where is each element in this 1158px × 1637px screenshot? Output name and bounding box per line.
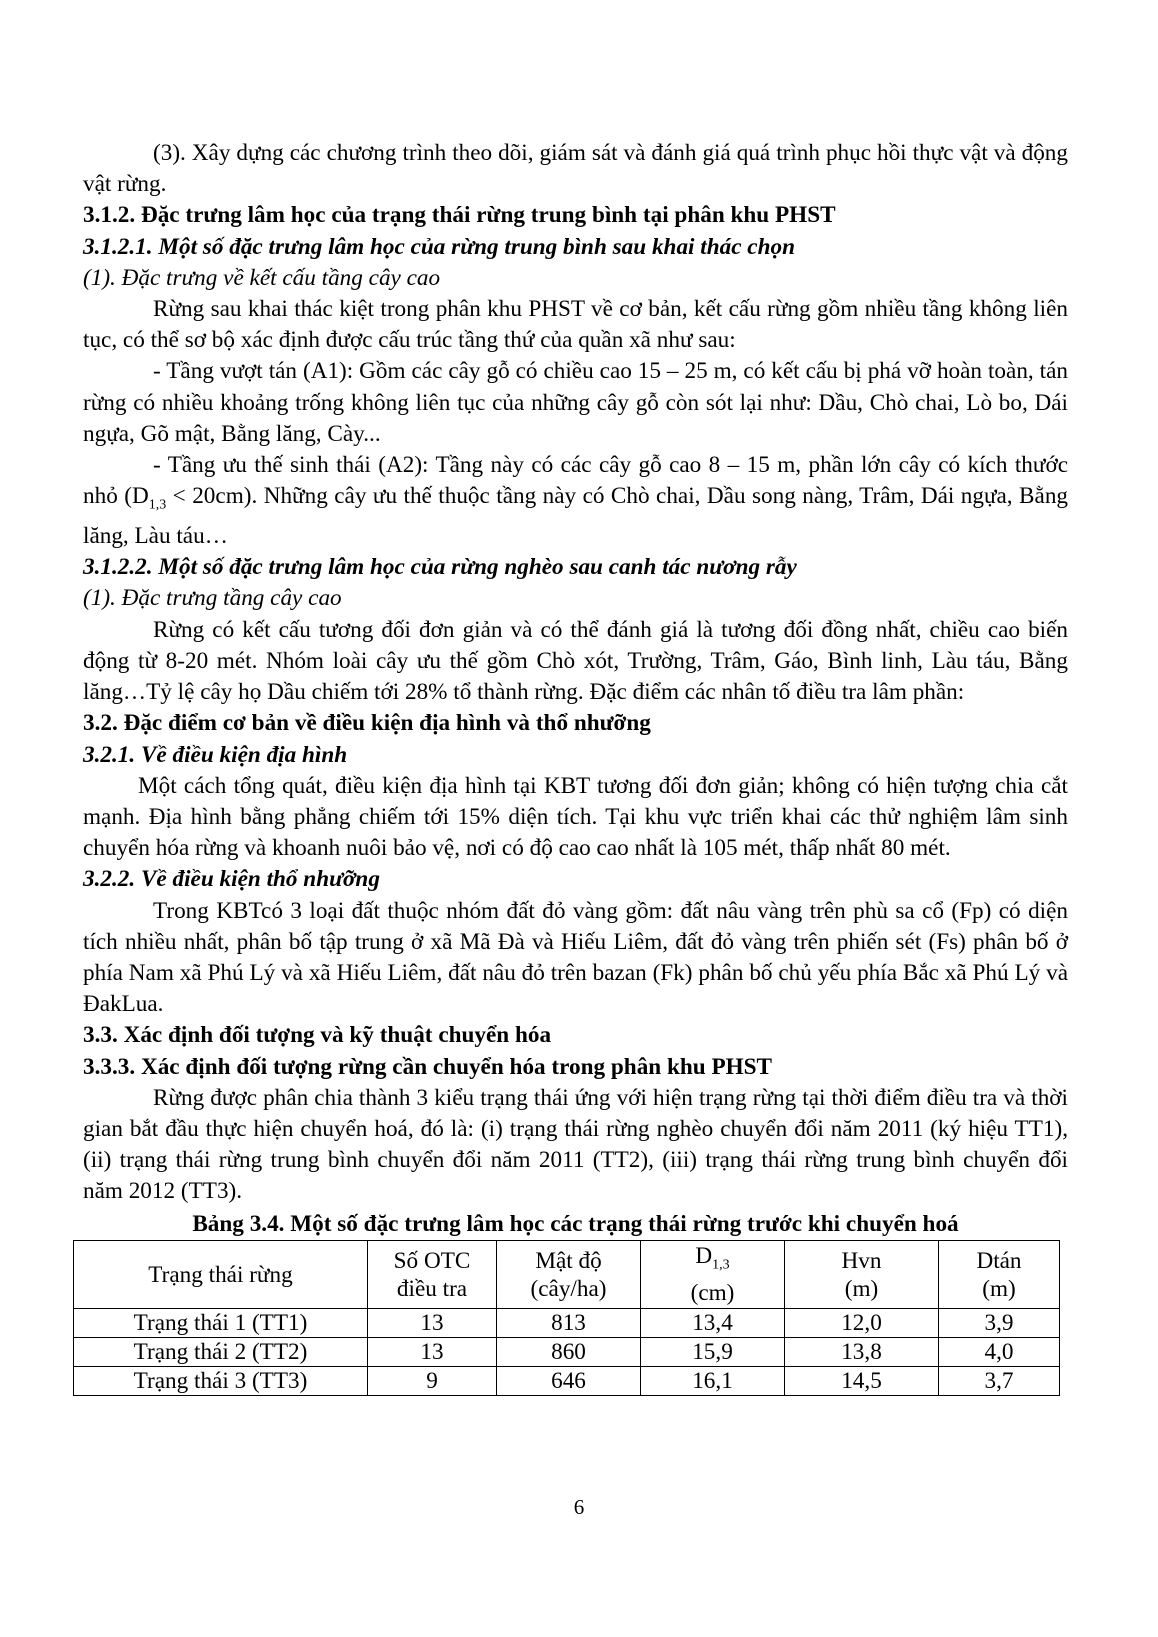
header-text: (cm) [690,1280,735,1307]
subscript: 1,3 [148,497,167,513]
header-cell [368,1240,497,1309]
paragraph: Một cách tổng quát, điều kiện địa hình tại KBT tương đối đơn giản; không có hiện tượng chia cắt mạnh. Địa hình bằng phẳng chiếm tới 15% diện tích. Tại khu vực triển khai các thử nghiệm lâm sinh chuyển hóa rừng và khoanh nuôi bảo vệ, nơi có độ cao cao nhất là 105 mét, thấp nhất 80 mét. [83,772,1068,862]
subsection-heading: 3.1.2.1. Một số đặc trưng lâm học của rừng trung bình sau khai thác chọn [83,233,795,260]
page-content [83,138,1068,1396]
header-cell [497,1240,641,1309]
table-row [74,1367,1060,1396]
table-cell: 14,5 [785,1367,939,1396]
header-cell [641,1240,785,1309]
table-cell: 4,0 [939,1338,1060,1367]
table-cell: 15,9 [641,1338,785,1367]
table-cell: 13,4 [641,1309,785,1338]
table-cell: 3,9 [939,1309,1060,1338]
subscript: 1,3 [712,1257,730,1273]
header-text: Dtán [976,1247,1022,1274]
section-heading: 3.1.2. Đặc trưng lâm học của trạng thái rừng trung bình tại phân khu PHST [83,202,836,229]
table-cell: 3,7 [939,1367,1060,1396]
section-heading: 3.3.3. Xác định đối tượng rừng cần chuyển hóa trong phân khu PHST [83,1053,773,1080]
table-cell: 813 [497,1309,641,1338]
header-text: điều tra [396,1275,468,1302]
page-number: 6 [573,1495,585,1519]
table-cell: 9 [368,1367,497,1396]
header-text: D [695,1242,713,1269]
subheading: (1). Đặc trưng về kết cấu tầng cây cao [83,264,441,291]
table-cell: Trạng thái 1 (TT1) [74,1309,368,1338]
subsection-heading: 3.2.1. Về điều kiện địa hình [83,741,348,768]
paragraph: Rừng sau khai thác kiệt trong phân khu PHST về cơ bản, kết cấu rừng gồm nhiều tầng không liên tục, có thể sơ bộ xác định được cấu trúc tầng thứ của quần xã như sau: [83,296,1068,354]
header-text: Số OTC [393,1247,471,1274]
paragraph: (3). Xây dựng các chương trình theo dõi, giám sát và đánh giá quá trình phục hồi thực vật và động vật rừng. [83,140,1068,198]
paragraph: - Tầng vượt tán (A1): Gồm các cây gỗ có chiều cao 15 – 25 m, có kết cấu bị phá vỡ hoàn toàn, tán rừng có nhiều khoảng trống không liên tục của những cây gỗ còn sót lại như: Dầu, Chò chai, Lò bo, Dái ngựa, Gõ mật, Bằng lăng, Cày... [83,358,1068,447]
header-text: Mật độ [535,1247,602,1274]
subheading: (1). Đặc trưng tầng cây cao [83,585,342,612]
paragraph: Rừng có kết cấu tương đối đơn giản và có thể đánh giá là tương đối đồng nhất, chiều cao biến động từ 8-20 mét. Nhóm loài cây ưu thế gồm Chò xót, Trường, Trâm, Gáo, Bình linh, Làu táu, Bằng lăng…Tỷ lệ cây họ Dầu chiếm tới 28% tổ thành rừng. Đặc điểm các nhân tố điều tra lâm phần: [83,616,1068,706]
subsection-heading: 3.1.2.2. Một số đặc trưng lâm học của rừng nghèo sau canh tác nương rẫy [83,554,797,581]
table-cell: 13,8 [785,1338,939,1367]
paragraph [83,450,1068,552]
table-row [74,1338,1060,1367]
header-cell: Trạng thái rừng [74,1240,368,1309]
header-text: (m) [982,1275,1016,1302]
paragraph: Rừng được phân chia thành 3 kiểu trạng thái ứng với hiện trạng rừng tại thời điểm điều tra và thời gian bắt đầu thực hiện chuyển hoá, đó là: (i) trạng thái rừng nghèo chuyển đổi năm 2011 (ký hiệu TT1), (ii) trạng thái rừng trung bình chuyển đổi năm 2011 (TT2), (iii) trạng thái rừng trung bình chuyển đổi năm 2012 (TT3). [83,1084,1068,1205]
subsection-heading: 3.2.2. Về điều kiện thổ nhưỡng [83,866,380,893]
header-text: Hvn [841,1247,882,1274]
table-row [74,1309,1060,1338]
data-table [73,1240,1060,1397]
table-cell: 646 [497,1367,641,1396]
table-cell: 860 [497,1338,641,1367]
section-heading: 3.2. Đặc điểm cơ bản về điều kiện địa hình và thổ nhưỡng [83,710,651,737]
header-cell [785,1240,939,1309]
text-span: < 20cm). Những cây ưu thế thuộc tầng này có Chò chai, Dầu song nàng, Trâm, Dái ngựa, Bằng lăng, Làu táu… [83,483,1069,550]
table-cell: 12,0 [785,1309,939,1338]
paragraph: Trong KBTcó 3 loại đất thuộc nhóm đất đỏ vàng gồm: đất nâu vàng trên phù sa cổ (Fp) có diện tích nhiều nhất, phân bố tập trung ở xã Mã Đà và Hiếu Liêm, đất đỏ vàng trên phiến sét (Fs) phân bố ở phía Nam xã Phú Lý và xã Hiếu Liêm, đất nâu đỏ trên bazan (Fk) phân bố chủ yếu phía Bắc xã Phú Lý và ĐakLua. [83,897,1068,1018]
header-cell [939,1240,1060,1309]
table-cell: 13 [368,1309,497,1338]
table-cell: 13 [368,1338,497,1367]
table-caption: Bảng 3.4. Một số đặc trưng lâm học các trạng thái rừng trước khi chuyển hoá [192,1210,959,1237]
header-text: (cây/ha) [530,1275,607,1302]
header-text: (m) [844,1275,879,1302]
text-span: - Tầng ưu thế sinh thái (A2): Tầng này có các cây gỗ cao 8 – 15 m, phần lớn cây có kích thước nhỏ (D [83,452,1068,510]
table-cell: Trạng thái 3 (TT3) [74,1367,368,1396]
table-header-row [74,1240,1060,1309]
table-cell: 16,1 [641,1367,785,1396]
table-cell: Trạng thái 2 (TT2) [74,1338,368,1367]
section-heading: 3.3. Xác định đối tượng và kỹ thuật chuyển hóa [83,1022,552,1049]
